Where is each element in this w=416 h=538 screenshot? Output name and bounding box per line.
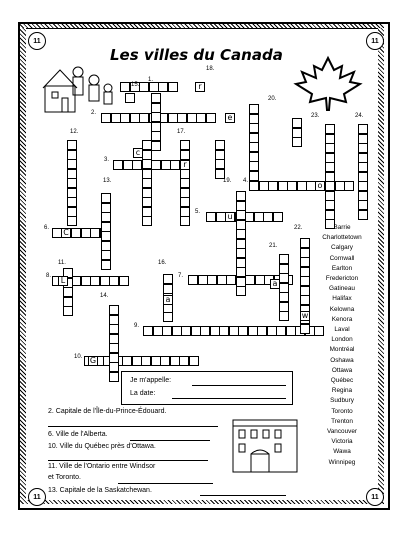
word-bank-item: Cornwall bbox=[329, 254, 355, 262]
grid-cell[interactable] bbox=[325, 153, 335, 163]
grid-cell[interactable] bbox=[67, 178, 77, 188]
grid-cell[interactable] bbox=[113, 160, 123, 170]
grid-cell[interactable] bbox=[358, 181, 368, 191]
grid-cell[interactable] bbox=[141, 356, 151, 366]
border-pattern bbox=[20, 24, 26, 504]
grid-cell[interactable] bbox=[207, 275, 217, 285]
grid-cell[interactable] bbox=[279, 264, 289, 274]
grid-cell[interactable] bbox=[180, 197, 190, 207]
grid-cell[interactable] bbox=[358, 143, 368, 153]
grid-letter[interactable]: o bbox=[315, 181, 325, 191]
grid-cell[interactable] bbox=[100, 276, 110, 286]
grid-cell[interactable] bbox=[249, 114, 259, 124]
grid-cell[interactable] bbox=[109, 324, 119, 334]
grid-cell[interactable] bbox=[170, 160, 180, 170]
grid-cell[interactable] bbox=[254, 212, 264, 222]
word-bank-item: Barrie bbox=[333, 224, 351, 231]
grid-cell[interactable] bbox=[109, 372, 119, 382]
grid-cell[interactable] bbox=[325, 191, 335, 201]
grid-cell[interactable] bbox=[268, 181, 278, 191]
grid-cell[interactable] bbox=[297, 181, 307, 191]
grid-cell[interactable] bbox=[101, 231, 111, 241]
date-label: La date: bbox=[130, 390, 156, 397]
word-bank-item: Oshawa bbox=[330, 356, 354, 364]
grid-cell[interactable] bbox=[358, 210, 368, 220]
grid-cell[interactable] bbox=[158, 82, 168, 92]
grid-cell[interactable] bbox=[168, 82, 178, 92]
grid-cell[interactable] bbox=[101, 212, 111, 222]
grid-cell[interactable] bbox=[358, 153, 368, 163]
grid-cell[interactable] bbox=[151, 160, 161, 170]
grid-cell[interactable] bbox=[249, 133, 259, 143]
grid-cell[interactable] bbox=[344, 181, 354, 191]
clue-text: 10. Ville du Québec près d'Ottawa. bbox=[48, 443, 156, 450]
grid-cell[interactable] bbox=[109, 315, 119, 325]
grid-cell[interactable] bbox=[109, 334, 119, 344]
grid-letter[interactable]: L bbox=[58, 276, 68, 286]
clue-number: 15. bbox=[131, 82, 140, 88]
grid-cell[interactable] bbox=[325, 134, 335, 144]
grid-cell[interactable] bbox=[101, 113, 111, 123]
grid-cell[interactable] bbox=[125, 93, 135, 103]
grid-cell[interactable] bbox=[255, 275, 265, 285]
grid-cell[interactable] bbox=[123, 160, 133, 170]
grid-cell[interactable] bbox=[358, 124, 368, 134]
grid-cell[interactable] bbox=[358, 191, 368, 201]
grid-cell[interactable] bbox=[226, 275, 236, 285]
grid-cell[interactable] bbox=[142, 150, 152, 160]
grid-cell[interactable] bbox=[151, 356, 161, 366]
grid-cell[interactable] bbox=[279, 283, 289, 293]
grid-letter[interactable]: u bbox=[225, 212, 235, 222]
word-bank-item: Vancouver bbox=[326, 428, 358, 435]
grid-cell[interactable] bbox=[180, 216, 190, 226]
grid-cell[interactable] bbox=[63, 306, 73, 316]
grid-cell[interactable] bbox=[278, 181, 288, 191]
word-bank-item: Sudbury bbox=[330, 397, 354, 405]
word-bank-item: Calgary bbox=[330, 244, 354, 252]
clue-number: 2. bbox=[91, 110, 97, 116]
grid-cell[interactable] bbox=[325, 124, 335, 134]
grid-cell[interactable] bbox=[142, 197, 152, 207]
grid-cell[interactable] bbox=[286, 326, 296, 336]
grid-cell[interactable] bbox=[71, 228, 81, 238]
grid-cell[interactable] bbox=[142, 207, 152, 217]
clue-text: 11. Ville de l'Ontario entre Windsor bbox=[48, 463, 156, 470]
grid-cell[interactable] bbox=[63, 297, 73, 307]
grid-cell[interactable] bbox=[325, 210, 335, 220]
answer-line[interactable] bbox=[48, 460, 208, 461]
grid-cell[interactable] bbox=[163, 312, 173, 322]
corner-badge: 11 bbox=[28, 32, 46, 50]
grid-letter[interactable]: a bbox=[270, 279, 280, 289]
grid-cell[interactable] bbox=[249, 161, 259, 171]
grid-cell[interactable] bbox=[210, 326, 220, 336]
word-bank-item: Kenora bbox=[331, 315, 353, 323]
grid-cell[interactable] bbox=[111, 113, 121, 123]
grid-cell[interactable] bbox=[149, 82, 159, 92]
word-bank-item: Halifax bbox=[332, 295, 352, 303]
word-bank-item: London bbox=[331, 336, 353, 344]
grid-cell[interactable] bbox=[132, 160, 142, 170]
grid-cell[interactable] bbox=[215, 159, 225, 169]
grid-cell[interactable] bbox=[249, 152, 259, 162]
border-pattern bbox=[378, 24, 384, 504]
grid-cell[interactable] bbox=[122, 356, 132, 366]
grid-cell[interactable] bbox=[142, 188, 152, 198]
grid-cell[interactable] bbox=[236, 220, 246, 230]
grid-cell[interactable] bbox=[236, 239, 246, 249]
grid-cell[interactable] bbox=[191, 326, 201, 336]
grid-cell[interactable] bbox=[279, 311, 289, 321]
grid-cell[interactable] bbox=[67, 216, 77, 226]
grid-cell[interactable] bbox=[67, 207, 77, 217]
grid-cell[interactable] bbox=[142, 169, 152, 179]
grid-cell[interactable] bbox=[67, 159, 77, 169]
corner-badge: 11 bbox=[28, 488, 46, 506]
grid-cell[interactable] bbox=[153, 326, 163, 336]
grid-cell[interactable] bbox=[161, 160, 171, 170]
grid-cell[interactable] bbox=[151, 103, 161, 113]
grid-cell[interactable] bbox=[236, 210, 246, 220]
building-illustration bbox=[229, 410, 301, 474]
grid-cell[interactable] bbox=[236, 191, 246, 201]
clue-number: 22. bbox=[294, 225, 303, 231]
grid-cell[interactable] bbox=[216, 212, 226, 222]
grid-cell[interactable] bbox=[187, 113, 197, 123]
grid-cell[interactable] bbox=[259, 181, 269, 191]
word-bank-item: Gatineau bbox=[329, 285, 355, 293]
grid-cell[interactable] bbox=[151, 131, 161, 141]
grid-cell[interactable] bbox=[215, 169, 225, 179]
grid-cell[interactable] bbox=[200, 326, 210, 336]
grid-cell[interactable] bbox=[236, 229, 246, 239]
corner-badge: 11 bbox=[366, 488, 384, 506]
grid-cell[interactable] bbox=[248, 326, 258, 336]
grid-cell[interactable] bbox=[236, 286, 246, 296]
grid-cell[interactable] bbox=[267, 326, 277, 336]
grid-cell[interactable] bbox=[101, 241, 111, 251]
clue-number: 17. bbox=[177, 129, 186, 135]
grid-cell[interactable] bbox=[67, 197, 77, 207]
grid-cell[interactable] bbox=[273, 212, 283, 222]
grid-letter[interactable]: c bbox=[133, 148, 143, 158]
corner-badge: 11 bbox=[366, 32, 384, 50]
clue-number: 24. bbox=[355, 113, 364, 119]
word-bank-item: Victoria bbox=[331, 438, 353, 446]
grid-cell[interactable] bbox=[215, 140, 225, 150]
grid-cell[interactable] bbox=[67, 150, 77, 160]
grid-cell[interactable] bbox=[179, 356, 189, 366]
grid-cell[interactable] bbox=[163, 284, 173, 294]
grid-cell[interactable] bbox=[189, 356, 199, 366]
clue-text: et Toronto. bbox=[48, 474, 81, 481]
grid-cell[interactable] bbox=[151, 93, 161, 103]
word-bank-item: Winnipeg bbox=[328, 458, 356, 466]
date-line[interactable] bbox=[172, 398, 286, 399]
clue-number: 18. bbox=[206, 66, 215, 72]
grid-cell[interactable] bbox=[279, 273, 289, 283]
clue-number: 5. bbox=[195, 209, 201, 215]
word-bank-item: Trenton bbox=[331, 417, 353, 425]
grid-cell[interactable] bbox=[142, 159, 152, 169]
grid-cell[interactable] bbox=[325, 200, 335, 210]
clue-text: 13. Capitale de la Saskatchewan. bbox=[48, 487, 152, 494]
grid-cell[interactable] bbox=[180, 178, 190, 188]
clue-number: 13. bbox=[103, 178, 112, 184]
grid-letter[interactable]: r bbox=[195, 82, 205, 92]
grid-cell[interactable] bbox=[229, 326, 239, 336]
clue-number: 4. bbox=[243, 178, 249, 184]
grid-cell[interactable] bbox=[177, 113, 187, 123]
grid-cell[interactable] bbox=[292, 128, 302, 138]
clue-number: 10. bbox=[74, 354, 83, 360]
grid-cell[interactable] bbox=[249, 123, 259, 133]
grid-cell[interactable] bbox=[358, 200, 368, 210]
grid-cell[interactable] bbox=[188, 275, 198, 285]
word-bank-item: Ottawa bbox=[331, 366, 353, 374]
clue-text: 6. Ville de l'Alberta. bbox=[48, 431, 108, 438]
grid-cell[interactable] bbox=[90, 228, 100, 238]
clue-number: 11. bbox=[58, 260, 66, 266]
grid-cell[interactable] bbox=[132, 356, 142, 366]
family-illustration bbox=[40, 58, 115, 116]
word-bank-item: Toronto bbox=[331, 407, 353, 415]
grid-cell[interactable] bbox=[292, 137, 302, 147]
grid-letter[interactable]: a bbox=[163, 295, 173, 305]
grid-cell[interactable] bbox=[162, 326, 172, 336]
grid-cell[interactable] bbox=[219, 326, 229, 336]
page-title: Les villes du Canada bbox=[110, 46, 283, 64]
grid-cell[interactable] bbox=[249, 171, 259, 181]
grid-cell[interactable] bbox=[287, 181, 297, 191]
grid-cell[interactable] bbox=[276, 326, 286, 336]
grid-cell[interactable] bbox=[181, 326, 191, 336]
grid-cell[interactable] bbox=[81, 276, 91, 286]
grid-cell[interactable] bbox=[292, 118, 302, 128]
maple-leaf-icon bbox=[292, 54, 364, 112]
clue-number: 3. bbox=[104, 157, 110, 163]
clue-number: 6. bbox=[44, 225, 50, 231]
clue-number: 1. bbox=[148, 77, 154, 83]
grid-cell[interactable] bbox=[139, 113, 149, 123]
grid-cell[interactable] bbox=[180, 150, 190, 160]
grid-cell[interactable] bbox=[358, 172, 368, 182]
word-bank-item: Laval bbox=[334, 326, 350, 333]
grid-cell[interactable] bbox=[67, 169, 77, 179]
grid-cell[interactable] bbox=[206, 113, 216, 123]
grid-cell[interactable] bbox=[101, 193, 111, 203]
grid-cell[interactable] bbox=[109, 305, 119, 315]
border-pattern bbox=[20, 500, 384, 504]
clue-number: 21. bbox=[269, 243, 278, 249]
grid-cell[interactable] bbox=[139, 82, 149, 92]
grid-cell[interactable] bbox=[101, 250, 111, 260]
grid-letter[interactable]: e bbox=[225, 113, 235, 123]
grid-cell[interactable] bbox=[196, 113, 206, 123]
grid-cell[interactable] bbox=[67, 140, 77, 150]
grid-cell[interactable] bbox=[101, 203, 111, 213]
grid-cell[interactable] bbox=[101, 260, 111, 270]
clue-number: 14. bbox=[100, 293, 109, 299]
grid-cell[interactable] bbox=[206, 212, 216, 222]
grid-cell[interactable] bbox=[358, 134, 368, 144]
grid-cell[interactable] bbox=[160, 356, 170, 366]
grid-cell[interactable] bbox=[236, 277, 246, 287]
border-pattern bbox=[20, 24, 384, 28]
grid-cell[interactable] bbox=[109, 353, 119, 363]
grid-cell[interactable] bbox=[236, 267, 246, 277]
grid-cell[interactable] bbox=[279, 254, 289, 264]
answer-line[interactable] bbox=[118, 483, 213, 484]
grid-letter[interactable]: G bbox=[89, 356, 97, 365]
answer-line[interactable] bbox=[48, 426, 218, 427]
grid-cell[interactable] bbox=[180, 188, 190, 198]
grid-cell[interactable] bbox=[180, 140, 190, 150]
grid-cell[interactable] bbox=[81, 228, 91, 238]
grid-cell[interactable] bbox=[249, 142, 259, 152]
grid-cell[interactable] bbox=[325, 143, 335, 153]
grid-cell[interactable] bbox=[217, 275, 227, 285]
grid-cell[interactable] bbox=[130, 113, 140, 123]
name-line[interactable] bbox=[192, 385, 286, 386]
clue-number: 20. bbox=[268, 96, 277, 102]
clue-number: 19. bbox=[223, 178, 232, 184]
grid-cell[interactable] bbox=[101, 222, 111, 232]
grid-cell[interactable] bbox=[63, 287, 73, 297]
grid-cell[interactable] bbox=[236, 201, 246, 211]
grid-cell[interactable] bbox=[120, 113, 130, 123]
grid-cell[interactable] bbox=[119, 276, 129, 286]
grid-cell[interactable] bbox=[163, 274, 173, 284]
grid-cell[interactable] bbox=[67, 188, 77, 198]
grid-cell[interactable] bbox=[143, 326, 153, 336]
grid-cell[interactable] bbox=[245, 275, 255, 285]
clue-number: 7. bbox=[178, 273, 184, 279]
grid-cell[interactable] bbox=[172, 326, 182, 336]
grid-cell[interactable] bbox=[325, 162, 335, 172]
word-bank-item: Regina bbox=[331, 387, 353, 395]
grid-cell[interactable] bbox=[151, 122, 161, 132]
grid-cell[interactable] bbox=[257, 326, 267, 336]
grid-cell[interactable] bbox=[142, 216, 152, 226]
grid-cell[interactable] bbox=[142, 178, 152, 188]
word-bank-item: Kelowna bbox=[329, 305, 355, 313]
word-bank-item: Charlottetown bbox=[322, 234, 362, 242]
clue-text: 2. Capitale de l'Île-du-Prince-Édouard. bbox=[48, 408, 167, 415]
clue-number: 16. bbox=[158, 260, 167, 266]
grid-cell[interactable] bbox=[168, 113, 178, 123]
clue-number: 12. bbox=[70, 129, 79, 135]
grid-cell[interactable] bbox=[109, 343, 119, 353]
grid-cell[interactable] bbox=[170, 356, 180, 366]
grid-cell[interactable] bbox=[358, 162, 368, 172]
grid-cell[interactable] bbox=[236, 258, 246, 268]
grid-cell[interactable] bbox=[279, 302, 289, 312]
grid-cell[interactable] bbox=[238, 326, 248, 336]
grid-cell[interactable] bbox=[120, 82, 130, 92]
grid-cell[interactable] bbox=[151, 112, 161, 122]
grid-cell[interactable] bbox=[279, 292, 289, 302]
grid-letter[interactable]: C bbox=[61, 228, 71, 238]
grid-cell[interactable] bbox=[215, 150, 225, 160]
grid-cell[interactable] bbox=[109, 362, 119, 372]
grid-cell[interactable] bbox=[109, 276, 119, 286]
word-bank-item: Fredericton bbox=[325, 275, 359, 282]
grid-cell[interactable] bbox=[249, 104, 259, 114]
grid-letter[interactable]: r bbox=[180, 160, 190, 170]
clue-number: 9. bbox=[134, 323, 140, 329]
grid-cell[interactable] bbox=[90, 276, 100, 286]
word-bank-item: Québec bbox=[330, 377, 354, 384]
clue-number: 23. bbox=[311, 113, 320, 119]
word-bank-item: Wawa bbox=[333, 448, 351, 456]
answer-line[interactable] bbox=[200, 495, 286, 496]
grid-cell[interactable] bbox=[142, 140, 152, 150]
clue-number: 8. bbox=[46, 273, 52, 279]
grid-cell[interactable] bbox=[335, 181, 345, 191]
word-bank-item: Earlton bbox=[331, 264, 353, 272]
grid-cell[interactable] bbox=[151, 141, 161, 151]
grid-cell[interactable] bbox=[180, 207, 190, 217]
grid-cell[interactable] bbox=[180, 169, 190, 179]
grid-cell[interactable] bbox=[198, 275, 208, 285]
grid-letter[interactable]: w bbox=[301, 311, 309, 320]
grid-cell[interactable] bbox=[249, 181, 259, 191]
grid-cell[interactable] bbox=[325, 181, 335, 191]
grid-cell[interactable] bbox=[325, 172, 335, 182]
answer-line[interactable] bbox=[130, 440, 210, 441]
grid-cell[interactable] bbox=[236, 248, 246, 258]
word-bank-item: Montréal bbox=[329, 346, 355, 354]
grid-cell[interactable] bbox=[263, 212, 273, 222]
name-date-box bbox=[121, 371, 293, 405]
name-label: Je m'appelle: bbox=[130, 377, 172, 384]
